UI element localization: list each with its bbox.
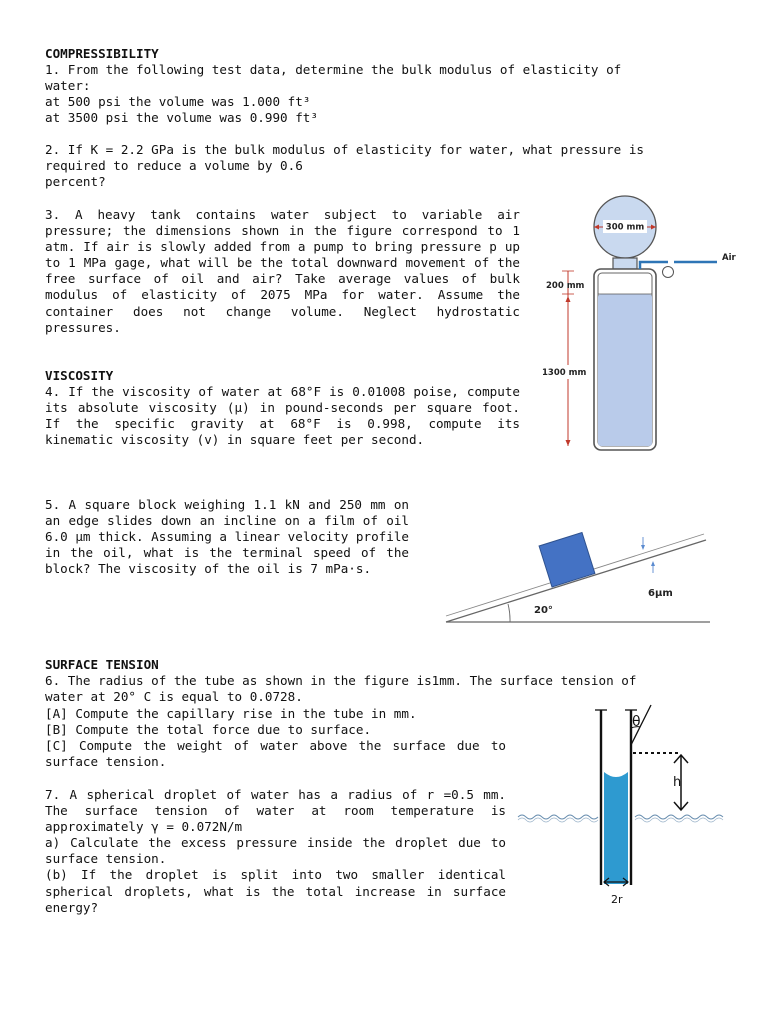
q7-intro: 7. A spherical droplet of water has a radius of r =0.5 mm. The surface tension of water at room temperature is approximately γ = 0.072N/m <box>45 787 506 835</box>
water-level-wave-left <box>518 815 598 819</box>
height-arrow-top <box>566 296 571 302</box>
diameter-label: 300 mm <box>605 222 645 233</box>
viscosity-section <box>45 368 520 448</box>
q6-line-2: water at 20° C is equal to 0.0728. <box>45 689 303 705</box>
q1-line-3: at 500 psi the volume was 1.000 ft³ <box>45 94 311 110</box>
surface-tension-heading: SURFACE TENSION <box>45 657 159 672</box>
q5-text: 5. A square block weighing 1.1 kN and 250 mm on an edge slides down an incline on a film of oil 6.0 μm thick. Assuming a linear velocity profile in the oil, what is the terminal speed of the block? The viscosity of the oil is 7 mPa·s. <box>45 497 409 577</box>
q4-text: 4. If the viscosity of water at 68°F is 0.01008 poise, compute its absolute viscosity (μ) in pound-seconds per square foot. If the specific gravity at 68°F is 0.998, compute its kinematic viscosity (v) in square feet per second. <box>45 384 520 448</box>
q7-part-a: a) Calculate the excess pressure inside the droplet due to surface tension. <box>45 835 506 867</box>
angle-label: 20° <box>534 605 553 616</box>
question-6-parts <box>45 706 506 770</box>
theta-label: θ <box>632 714 641 730</box>
q6-line-1: 6. The radius of the tube as shown in the figure is1mm. The surface tension of <box>45 673 637 689</box>
q6-part-c: [C] Compute the weight of water above the surface due to surface tension. <box>45 738 506 770</box>
q1-line-4: at 3500 psi the volume was 0.990 ft³ <box>45 110 318 126</box>
air-valve <box>663 267 674 278</box>
sliding-block <box>539 532 595 587</box>
q1-line-2: water: <box>45 78 91 94</box>
tank-figure <box>530 193 750 455</box>
viscosity-heading: VISCOSITY <box>45 368 114 383</box>
air-label: Air <box>722 253 736 263</box>
angle-arc <box>508 604 510 622</box>
tank-neck <box>613 258 637 269</box>
q6-part-a: [A] Compute the capillary rise in the tube in mm. <box>45 706 417 721</box>
h-label: h <box>673 775 682 790</box>
top-dimension-label: 200 mm <box>546 281 585 291</box>
question-3 <box>45 207 520 336</box>
q3-text: 3. A heavy tank contains water subject to variable air pressure; the dimensions shown in the figure correspond to 1 atm. If air is slowly added from a pump to bring pressure p up to 1 MPa gage, what will be the total downward movement of the free surface of oil and air? Take average values of bulk modulus of elasticity of 2075 MPa for water. Assume the container does not change volume. Neglect hydrostatic pressures. <box>45 207 520 335</box>
capillary-water-column <box>604 772 628 884</box>
height-dimension-label: 1300 mm <box>542 368 587 378</box>
capillary-tube-figure <box>515 700 725 910</box>
q2-line-3: percent? <box>45 174 106 190</box>
question-7 <box>45 787 506 916</box>
compressibility-heading: COMPRESSIBILITY <box>45 46 159 61</box>
q2-line-1: 2. If K = 2.2 GPa is the bulk modulus of elasticity for water, what pressure is <box>45 142 644 157</box>
film-thickness-label: 6μm <box>648 588 673 599</box>
q2-line-2: required to reduce a volume by 0.6 <box>45 158 303 174</box>
width-label: 2r <box>611 893 623 906</box>
question-5 <box>45 497 409 577</box>
water-level-wave-right <box>635 815 723 819</box>
q1-line-1: 1. From the following test data, determine the bulk modulus of elasticity of <box>45 62 622 78</box>
height-arrow-bottom <box>566 440 571 446</box>
tank-water <box>598 294 652 446</box>
film-arrowhead-bottom <box>651 561 655 566</box>
surface-tension-section <box>45 657 725 705</box>
question-2 <box>45 142 725 190</box>
compressibility-section <box>45 46 725 126</box>
incline-figure <box>440 525 715 625</box>
q6-part-b: [B] Compute the total force due to surface. <box>45 722 372 738</box>
film-arrowhead-top <box>641 545 645 550</box>
q7-part-b: (b) If the droplet is split into two smaller identical spherical droplets, what is the total increase in surface energy? <box>45 867 506 915</box>
